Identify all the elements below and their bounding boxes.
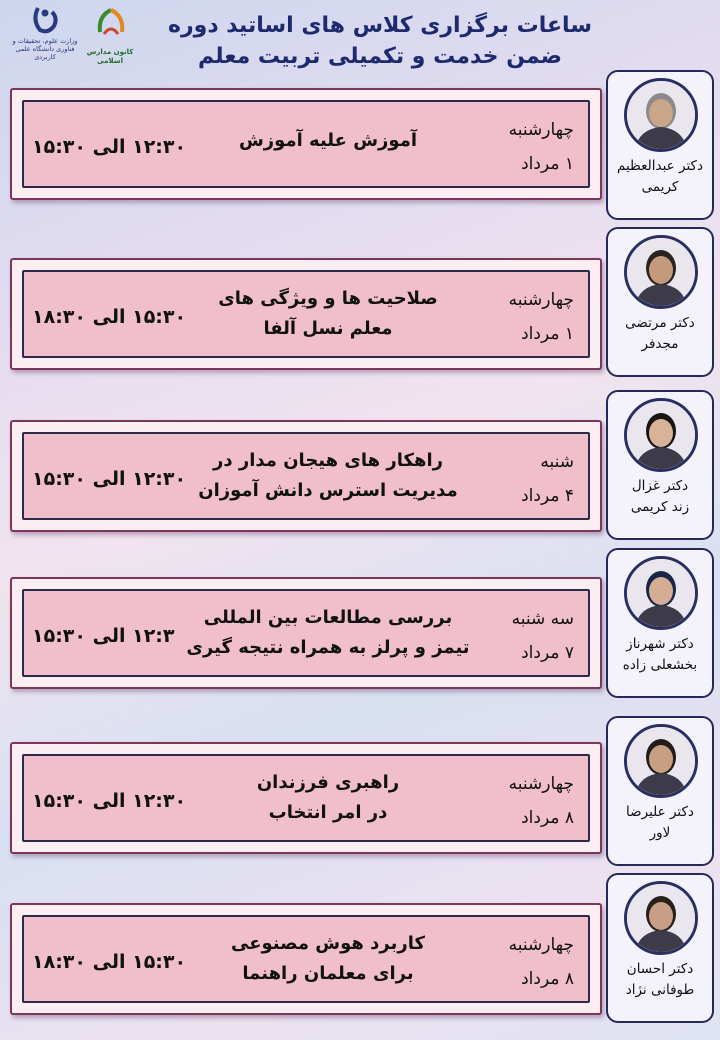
session-panel — [22, 100, 590, 188]
ministry-emblem-icon — [30, 4, 60, 34]
speaker-name-line-1: دکتر مرتضی — [625, 315, 695, 331]
session-panel — [22, 915, 590, 1003]
page-title — [150, 10, 610, 72]
school-network-logo-text: کانون مدارس اسلامی — [86, 48, 134, 65]
session-day: سه شنبه — [511, 609, 574, 629]
session-topic-line-2: معلم نسل آلفا — [263, 318, 393, 339]
session-time: ۱۲:۳۰ الی ۱۵:۳۰ — [32, 468, 187, 490]
speaker-name-line-2: مجدفر — [641, 336, 679, 352]
session-card — [10, 742, 602, 854]
speaker-card — [606, 390, 714, 540]
speaker-card — [606, 70, 714, 220]
session-panel — [22, 270, 590, 358]
session-topic-line-1: آموزش علیه آموزش — [238, 130, 418, 151]
speaker-name-line-1: دکتر غزال — [631, 478, 689, 494]
speaker-photo-icon — [624, 881, 698, 955]
session-date: ۷ مرداد — [521, 643, 574, 663]
speaker-name-line-1: دکتر علیرضا — [626, 804, 694, 820]
speaker-name-line-2: زند کریمی — [630, 499, 690, 515]
speaker-card — [606, 873, 714, 1023]
session-time: ۱۲:۳۰ الی ۱۵:۳۰ — [32, 790, 187, 812]
speaker-name — [610, 959, 710, 1001]
speaker-name-line-2: بخشعلی زاده — [622, 657, 698, 673]
session-time: ۱۵:۳۰ الی ۱۸:۳۰ — [32, 306, 187, 328]
speaker-photo-icon — [624, 398, 698, 472]
session-topic — [178, 929, 478, 989]
session-card — [10, 88, 602, 200]
session-topic — [178, 126, 478, 156]
speaker-photo-icon — [624, 556, 698, 630]
session-topic — [178, 603, 478, 663]
session-panel — [22, 432, 590, 520]
session-card — [10, 420, 602, 532]
session-topic — [178, 446, 478, 506]
ministry-logo-text: وزارت علوم، تحقیقات و فناوری دانشگاه علمی کاربردی — [12, 37, 78, 61]
session-panel — [22, 754, 590, 842]
speaker-name-line-2: لاور — [649, 825, 671, 841]
session-topic-line-1: کاربرد هوش مصنوعی — [231, 933, 425, 954]
session-date: ۱ مرداد — [521, 154, 574, 174]
speaker-card — [606, 227, 714, 377]
speaker-name — [610, 634, 710, 676]
speaker-card — [606, 716, 714, 866]
session-topic — [178, 768, 478, 828]
speaker-name-line-2: کریمی — [641, 179, 679, 195]
title-line-1: ساعات برگزاری کلاس های اساتید دوره — [168, 13, 592, 38]
speaker-name — [610, 313, 710, 355]
speaker-photo-icon — [624, 724, 698, 798]
session-topic-line-1: راهبری فرزندان — [256, 772, 400, 793]
school-network-emblem-icon — [94, 4, 128, 38]
session-date: ۸ مرداد — [521, 808, 574, 828]
session-date: ۱ مرداد — [521, 324, 574, 344]
session-topic-line-2: در امر انتخاب — [268, 802, 388, 823]
session-topic-line-2: مدیریت استرس دانش آموزان — [198, 480, 458, 501]
session-panel — [22, 589, 590, 677]
session-date: ۴ مرداد — [521, 486, 574, 506]
speaker-name-line-1: دکتر عبدالعظیم — [617, 158, 703, 174]
speaker-name-line-1: دکتر شهرناز — [626, 636, 694, 652]
session-card — [10, 258, 602, 370]
speaker-name — [610, 156, 710, 198]
session-topic-line-2: تیمز و پرلز به همراه نتیجه گیری — [186, 637, 470, 658]
session-time: ۱۵:۳۰ الی ۱۸:۳۰ — [32, 951, 187, 973]
speaker-name-line-1: دکتر احسان — [626, 961, 694, 977]
session-topic-line-1: بررسی مطالعات بین المللی — [203, 607, 453, 628]
session-day: چهارشنبه — [508, 935, 574, 955]
ministry-logo — [6, 4, 84, 66]
session-card — [10, 903, 602, 1015]
title-line-2: ضمن خدمت و تکمیلی تربیت معلم — [197, 44, 563, 69]
speaker-name-line-2: طوفانی نژاد — [625, 982, 695, 998]
session-card — [10, 577, 602, 689]
school-network-logo — [86, 4, 134, 74]
speaker-name — [610, 802, 710, 844]
speaker-photo-icon — [624, 235, 698, 309]
session-topic-line-1: راهکار های هیجان مدار در — [212, 450, 443, 471]
session-day: چهارشنبه — [508, 120, 574, 140]
session-topic-line-2: برای معلمان راهنما — [242, 963, 414, 984]
session-day: شنبه — [540, 452, 574, 472]
session-time: ۱۲:۳۰ الی ۱۵:۳۰ — [32, 136, 187, 158]
session-day: چهارشنبه — [508, 774, 574, 794]
session-day: چهارشنبه — [508, 290, 574, 310]
speaker-photo-icon — [624, 78, 698, 152]
speaker-name — [610, 476, 710, 518]
session-date: ۸ مرداد — [521, 969, 574, 989]
session-topic — [178, 284, 478, 344]
session-time: ۱۲:۳ الی ۱۵:۳۰ — [32, 625, 175, 647]
speaker-card — [606, 548, 714, 698]
session-topic-line-1: صلاحیت ها و ویژگی های — [218, 288, 438, 309]
